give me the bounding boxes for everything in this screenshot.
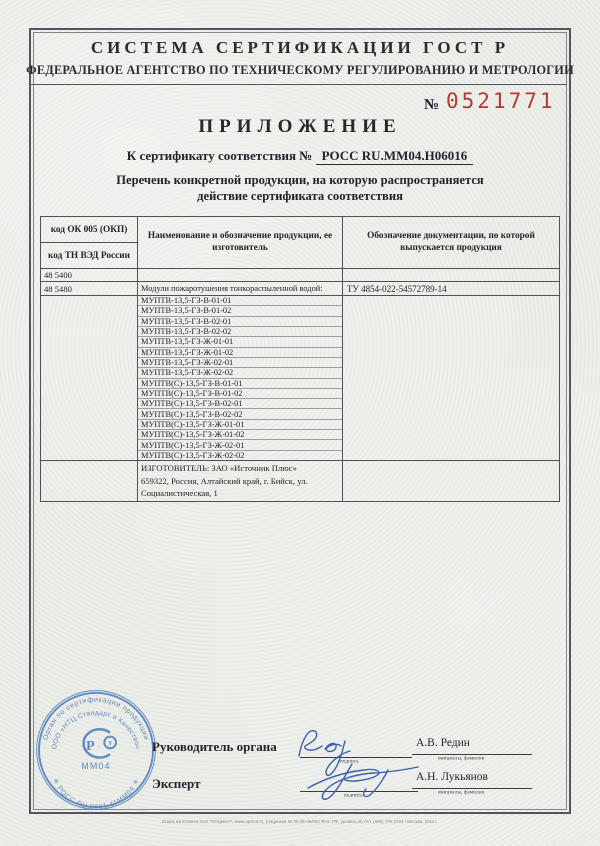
expert-name: А.Н. Лукьянов [416,771,488,783]
empty-cell [343,269,559,281]
empty-cell [343,461,559,501]
model-row: МУПТВ(С)-13,5-ГЗ-В-01-01 [138,379,342,389]
header-tnved-code: код ТН ВЭД России [48,250,130,261]
blank-printer-imprint: Бланк изготовлен ЗАО "ОПЦИОН", www.opcion.ru, (лицензия № 05-05-09/003 ФНС РФ, уровень В) тел. (495) 726-4742 • Москва, 2011 г. [162,819,438,824]
header-product-name: Наименование и обозначение продукции, ее изготовитель [138,217,343,268]
empty-cell [41,461,138,501]
code-485400: 48 5400 [41,269,138,281]
stamp-ring-text-top: Орган по сертификации продукции [41,695,151,742]
manufacturer-info [138,461,343,501]
model-row: МУПТВ(С)-13,5-ГЗ-В-02-01 [138,399,342,409]
model-row: МУПТВ(С)-13,5-ГЗ-В-02-02 [138,409,342,419]
model-row: МУПТВ(С)-13,5-ГЗ-Ж-02-01 [138,440,342,450]
tu-document-number: ТУ 4854-022-54572789-14 [347,283,447,294]
blank-number: 0521771 [446,89,556,113]
header-documentation: Обозначение документации, по которой выпускается продукция [367,231,535,253]
system-title: СИСТЕМА СЕРТИФИКАЦИИ ГОСТ Р [90,38,510,57]
blank-number-label: № [424,97,440,113]
rst-logo-letter: Р [86,738,95,754]
expert-name-caption: инициалы, фамилия [438,790,485,795]
model-row: МУПТВ-13,5-ГЗ-В-01-01 [138,296,342,306]
header-divider [31,84,567,85]
model-row: МУПТВ-13,5-ГЗ-Ж-02-01 [138,358,342,368]
stamp-ring-text-inner: ООО «НТЦ Стандарт и Качество» [50,709,142,751]
document-title: ПРИЛОЖЕНИЕ [198,116,402,137]
expert-signature [308,764,418,799]
header-code-column [41,217,138,268]
subtitle-line-2: действие сертификата соответствия [197,189,403,203]
model-row: МУПТВ(С)-13,5-ГЗ-В-01-02 [138,389,342,399]
model-row: МУПТВ-13,5-ГЗ-В-02-01 [138,317,342,327]
table-row-code-485480 [41,282,559,296]
head-name-caption: инициалы, фамилия [438,756,485,761]
stamp-registration-number: ✳ РОСС RU.0001.11ММ04 ✳ [50,777,142,812]
manufacturer-line: 659322, Россия, Алтайский край, г. Бийск, ул. [141,475,308,486]
empty-cell [41,296,138,460]
model-row: МУПТВ-13,5-ГЗ-Ж-01-01 [138,337,342,347]
model-row: МУПТВ-13,5-ГЗ-Ж-01-02 [138,348,342,358]
manufacturer-band [41,461,559,501]
model-row: МУПТВ(С)-13,5-ГЗ-Ж-01-01 [138,420,342,430]
table-header-row [41,217,559,269]
rst-logo-small-letter: т [108,740,112,748]
stamp-body-code: ММ04 [81,760,111,771]
signature-caption-1: подпись [340,759,359,764]
model-row: МУПТВ-13,5-ГЗ-В-01-02 [138,306,342,316]
model-row: МУПТВ-13,5-ГЗ-В-02-02 [138,327,342,337]
model-row: МУПТВ-13,5-ГЗ-Ж-02-02 [138,368,342,378]
certification-body-stamp [30,684,162,816]
agency-title: ФЕДЕРАЛЬНОЕ АГЕНТСТВО ПО ТЕХНИЧЕСКОМУ РЕГУЛИРОВАНИЮ И МЕТРОЛОГИИ [26,63,574,77]
products-table [40,216,560,502]
model-row: МУПТВ(С)-13,5-ГЗ-Ж-02-02 [141,450,245,460]
empty-cell [343,296,559,460]
head-signature [299,731,350,776]
header-okp-code: код ОК 005 (ОКП) [41,217,137,243]
signature-caption-2: подпись [344,793,363,798]
models-band [41,296,559,461]
handwritten-signatures [280,722,450,812]
certificate-number: РОСС RU.ММ04.Н06016 [316,148,474,165]
model-row: МУПТВ(С)-13,5-ГЗ-Ж-01-02 [138,430,342,440]
role-head-of-body: Руководитель органа [152,739,277,754]
stamp-outer-rim [37,691,156,810]
manufacturer-line: ИЗГОТОВИТЕЛЬ: ЗАО «Источник Плюс» [141,463,297,473]
rst-logo [81,729,116,771]
manufacturer-line: Социалистическая, 1 [141,488,218,498]
role-expert: Эксперт [152,776,201,791]
code-485480: 48 5480 [41,282,138,295]
model-list [138,296,343,460]
subtitle-line-1: Перечень конкретной продукции, на которую распространяется [116,173,484,187]
certificate-reference-prefix: К сертификату соответствия № [126,148,313,163]
head-name: А.В. Редин [416,737,470,749]
table-row-code-485400 [41,269,559,282]
product-group-name: Модули пожаротушения тонкораспыленной водой: [138,282,343,295]
empty-cell [138,269,343,281]
certificate-reference-line [0,148,600,164]
